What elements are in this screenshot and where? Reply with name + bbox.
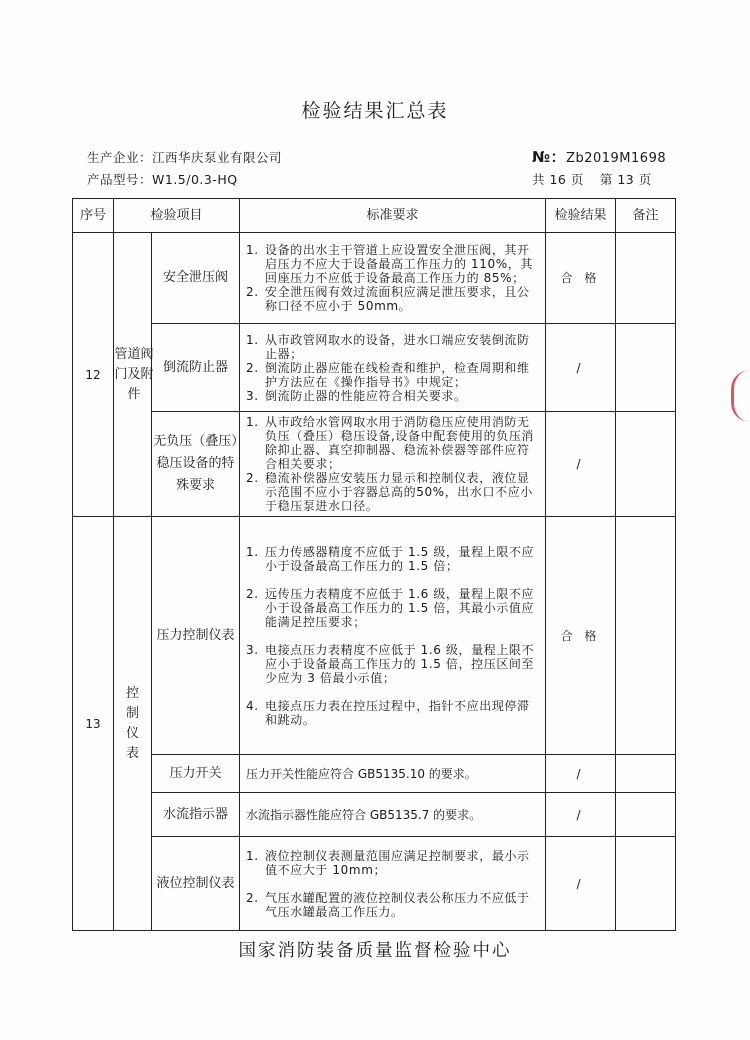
item-cell <box>152 793 240 837</box>
requirement-text: 液位控制仪表测量范围应满足控制要求，最小示值不应大于 10mm； <box>265 848 530 877</box>
requirement-number: 1. <box>246 415 259 429</box>
requirement-text: 电接点压力表精度不应低于 1.6 级，量程上限不应小于设备最高工作压力的 1.5 倍，控压区间至少应为 3 倍最小示值； <box>265 642 535 685</box>
group-category: 管道阀门及附件 <box>114 346 154 402</box>
requirement-cell <box>240 412 546 517</box>
requirement-item <box>246 891 540 919</box>
requirement-list <box>246 849 540 919</box>
requirement-list <box>246 545 540 727</box>
group-category-cell <box>114 233 152 517</box>
table-row <box>73 793 676 837</box>
requirement-item <box>246 849 540 877</box>
item-cell <box>152 324 240 412</box>
requirement-text: 倒流防止器的性能应符合相关要求。 <box>265 388 467 403</box>
table-row <box>73 755 676 793</box>
requirement-text: 压力传感器精度不应低于 1.5 级，量程上限不应小于设备最高工作压力的 1.5 倍； <box>265 544 535 573</box>
requirement-number: 3. <box>246 642 259 657</box>
requirement-number: 2. <box>246 471 259 485</box>
requirement-list <box>246 333 540 403</box>
requirement-text: 电接点压力表在控压过程中，指针不应出现停滞和跳动。 <box>265 698 530 727</box>
requirement-cell <box>240 837 546 931</box>
requirement-text: 稳流补偿器应安装压力显示和控制仪表，液位显示范围不应小于容器总高的50%，出水口不应小于稳压泵进水口径。 <box>265 471 533 513</box>
item-name: 液位控制仪表 <box>156 875 235 891</box>
col-header-item: 检验项目 <box>114 199 240 233</box>
requirement-item <box>246 415 540 471</box>
group-no: 13 <box>73 517 114 931</box>
requirement-number: 2. <box>246 586 259 601</box>
requirement-item <box>246 587 540 629</box>
item-name: 压力开关 <box>169 765 222 781</box>
note-cell <box>616 837 676 931</box>
requirement-item <box>246 643 540 685</box>
note-cell <box>616 324 676 412</box>
group-category: 控制仪表 <box>125 685 139 761</box>
group-no: 12 <box>73 233 114 517</box>
table-row <box>73 517 676 755</box>
item-cell <box>152 517 240 755</box>
requirement-cell <box>240 233 546 324</box>
requirement-item <box>246 361 540 389</box>
note-cell <box>616 517 676 755</box>
requirement-list <box>246 415 540 513</box>
result-cell: / <box>546 324 616 412</box>
current-page: 第 13 页 <box>599 172 652 187</box>
requirement-text: 设备的出水主干管道上应设置安全泄压阀，其开启压力不应大于设备最高工作压力的 110%，其回座压力不应低于设备最高工作压力的 85%； <box>265 243 533 285</box>
requirement-text: 倒流防止器应能在线检查和维护，检查周期和维护方法应在《操作指导书》中规定； <box>265 360 530 389</box>
table-header-row <box>73 199 676 233</box>
group-category-cell <box>114 517 152 931</box>
report-number-label: №： <box>532 148 567 166</box>
item-name: 安全泄压阀 <box>162 270 228 285</box>
result-cell: 合 格 <box>546 233 616 324</box>
page-indicator <box>532 170 668 188</box>
requirement-cell <box>240 517 546 755</box>
red-seal-edge <box>731 370 750 422</box>
requirement-text: 安全泄压阀有效过流面积应满足泄压要求，且公称口径不应小于 50mm。 <box>265 285 530 313</box>
total-pages: 共 16 页 <box>532 172 584 187</box>
note-cell <box>616 755 676 793</box>
item-cell <box>152 837 240 931</box>
col-header-result: 检验结果 <box>546 199 616 233</box>
inspection-table <box>72 198 676 931</box>
requirement-cell: 水流指示器性能应符合 GB5135.7 的要求。 <box>240 793 546 837</box>
table-row <box>73 837 676 931</box>
requirement-number: 2. <box>246 285 259 299</box>
item-name: 压力控制仪表 <box>156 627 235 643</box>
report-number-value: Zb2019M1698 <box>566 151 667 166</box>
requirement-item <box>246 389 540 403</box>
requirement-cell: 压力开关性能应符合 GB5135.10 的要求。 <box>240 755 546 793</box>
product-model: 产品型号：W1.5/0.3-HQ <box>87 172 238 187</box>
item-cell <box>152 233 240 324</box>
requirement-number: 4. <box>246 698 259 713</box>
requirement-item <box>246 243 540 285</box>
table-row <box>73 324 676 412</box>
table-row <box>73 233 676 324</box>
table-row <box>73 412 676 517</box>
requirement-item <box>246 333 540 361</box>
result-cell: 合 格 <box>546 517 616 755</box>
requirement-text: 从市政管网取水的设备，进水口端应安装倒流防止器； <box>265 332 530 361</box>
item-name: 无负压（叠压）稳压设备的特殊要求 <box>153 434 238 493</box>
result-cell: / <box>546 755 616 793</box>
requirement-number: 1. <box>246 544 259 559</box>
item-name: 水流指示器 <box>162 806 228 822</box>
result-cell: / <box>546 837 616 931</box>
issuing-organization: 国家消防装备质量监督检验中心 <box>238 941 512 961</box>
requirement-number: 3. <box>246 388 259 403</box>
item-cell <box>152 412 240 517</box>
item-cell <box>152 755 240 793</box>
requirement-number: 1. <box>246 243 259 257</box>
requirement-text: 从市政给水管网取水用于消防稳压应使用消防无负压（叠压）稳压设备,设备中配套使用的负压消除抑止器、真空抑制器、稳流补偿器等部件应符合相关要求； <box>265 415 535 471</box>
col-header-no: 序号 <box>73 199 114 233</box>
document-title: 检验结果汇总表 <box>301 100 449 122</box>
result-cell: / <box>546 793 616 837</box>
requirement-text: 远传压力表精度不应低于 1.6 级，量程上限不应小于设备最高工作压力的 1.5 倍，其最小示值应能满足控压要求； <box>265 586 535 629</box>
note-cell <box>616 793 676 837</box>
requirement-item <box>246 471 540 513</box>
requirement-number: 2. <box>246 360 259 375</box>
result-cell: / <box>546 412 616 517</box>
report-number <box>532 146 666 167</box>
col-header-requirement: 标准要求 <box>240 199 546 233</box>
requirement-number: 1. <box>246 848 259 863</box>
note-cell <box>616 412 676 517</box>
col-header-note: 备注 <box>616 199 676 233</box>
requirement-item <box>246 545 540 573</box>
requirement-item <box>246 699 540 727</box>
requirement-number: 1. <box>246 332 259 347</box>
requirement-list <box>246 243 540 313</box>
item-name: 倒流防止器 <box>162 359 228 375</box>
requirement-item <box>246 285 540 313</box>
manufacturer: 生产企业：江西华庆泵业有限公司 <box>87 150 283 165</box>
note-cell <box>616 233 676 324</box>
requirement-text: 气压水罐配置的液位控制仪表公称压力不应低于气压水罐最高工作压力。 <box>265 890 530 919</box>
requirement-number: 2. <box>246 890 259 905</box>
requirement-cell <box>240 324 546 412</box>
